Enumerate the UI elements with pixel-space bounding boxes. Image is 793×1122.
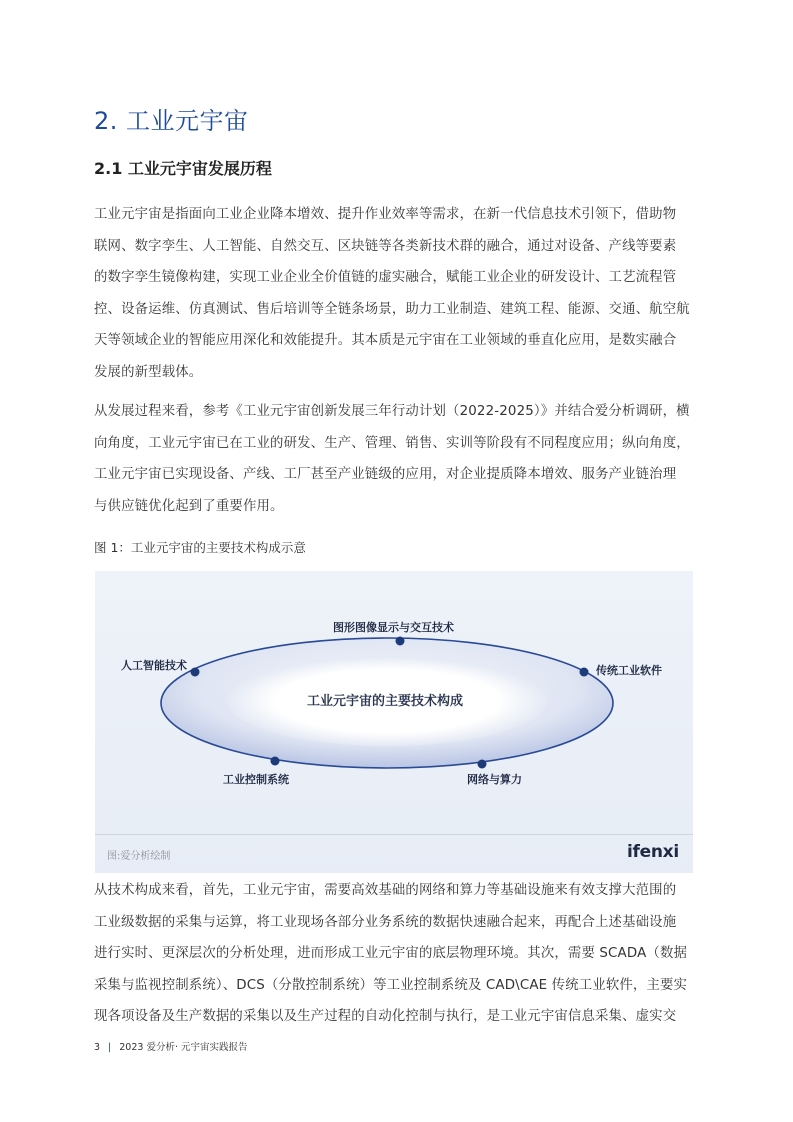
paragraph-line: 发展的新型载体。 <box>94 364 203 380</box>
label-graphics-tech: 图形图像显示与交互技术 <box>333 621 454 634</box>
paragraph-line: 从发展过程来看，参考《工业元宇宙创新发展三年行动计划（2022-2025）》并结合爱分析调研，横 <box>94 404 690 419</box>
paragraph-line: 工业元宇宙是指面向工业企业降本增效、提升作业效率等需求，在新一代信息技术引领下，借助物 <box>94 207 677 222</box>
node-dot-software <box>580 668 589 677</box>
footer-title: 2023 爱分析· 元宇宙实践报告 <box>119 1042 248 1053</box>
paragraph-line: 采集与监视控制系统）、DCS（分散控制系统）等工业控制系统及 CAD\CAE 传统工业软件，主要实 <box>94 977 688 993</box>
paragraph-line: 联网、数字孪生、人工智能、自然交互、区块链等各类新技术群的融合，通过对设备、产线等要素 <box>94 238 677 254</box>
paragraph-tech-composition <box>94 875 700 1033</box>
paragraph-development <box>94 396 700 522</box>
label-ai-tech: 人工智能技术 <box>121 659 187 672</box>
paragraph-line: 工业元宇宙已实现设备、产线、工厂甚至产业链级的应用，对企业提质降本增效、服务产业链治理 <box>94 467 677 482</box>
page-footer <box>94 1039 248 1053</box>
label-control-system: 工业控制系统 <box>223 773 289 786</box>
label-network-compute: 网络与算力 <box>467 773 522 786</box>
figure-divider <box>95 834 693 835</box>
paragraph-line: 控、设备运维、仿真测试、售后培训等全链条场景，助力工业制造、建筑工程、能源、交通、航空航 <box>94 301 690 317</box>
node-dot-control <box>271 757 280 766</box>
ifenxi-logo: ifenxi <box>627 842 679 862</box>
figure-caption: 图 1：工业元宇宙的主要技术构成示意 <box>94 540 306 555</box>
figure-center-title: 工业元宇宙的主要技术构成 <box>306 694 463 709</box>
page-number: 3 <box>94 1042 101 1053</box>
paragraph-line: 与供应链优化起到了重要作用。 <box>94 498 284 514</box>
paragraph-line: 从技术构成来看，首先，工业元宇宙，需要高效基础的网络和算力等基础设施来有效支撑大范围的 <box>94 883 677 898</box>
paragraph-line: 的数字孪生镜像构建，实现工业企业全价值链的虚实融合，赋能工业企业的研发设计、工艺流程管 <box>94 270 677 285</box>
section-title: 2. 工业元宇宙 <box>94 107 249 135</box>
node-dot-network <box>478 760 487 769</box>
subsection-title: 2.1 工业元宇宙发展历程 <box>94 159 272 178</box>
figure-source: 图:爱分析绘制 <box>107 851 171 862</box>
node-dot-graphics <box>396 637 405 646</box>
paragraph-line: 向角度，工业元宇宙已在工业的研发、生产、管理、销售、实训等阶段有不同程度应用；纵向角度， <box>94 435 690 451</box>
tech-composition-figure <box>95 571 693 873</box>
label-industrial-software: 传统工业软件 <box>596 664 662 677</box>
paragraph-line: 现各项设备及生产数据的采集以及生产过程的自动化控制与执行，是工业元宇宙信息采集、虚实交 <box>94 1009 677 1024</box>
paragraph-line: 工业级数据的采集与运算，将工业现场各部分业务系统的数据快速融合起来，再配合上述基础设施 <box>94 914 677 930</box>
footer-separator: | <box>108 1042 112 1053</box>
node-dot-ai <box>191 668 200 677</box>
paragraph-line: 天等领域企业的智能应用深化和效能提升。其本质是元宇宙在工业领域的垂直化应用，是数实融合 <box>94 333 677 348</box>
paragraph-definition <box>94 199 700 388</box>
paragraph-line: 进行实时、更深层次的分析处理，进而形成工业元宇宙的底层物理环境。其次，需要 SCADA（数据 <box>94 946 688 961</box>
